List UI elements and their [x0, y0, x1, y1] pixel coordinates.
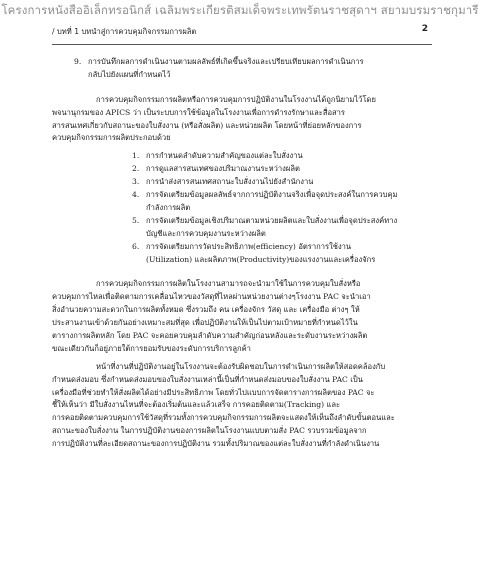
list-item-line: การจัดเตรียมข้อมูลเชิงปริมาณตามหน่วยผลิตและใบสั่งงานเพื่อจุดประสงค์ทาง	[146, 215, 398, 225]
list-item	[132, 189, 430, 215]
paragraph-line: ชี้ให้เห็นว่า มีใบสั่งงานไหนที่จะต้องเริ่มต้นและแล้วเสร็จ การคอยติดตาม(Tracking) และ	[52, 400, 341, 410]
list-item-line: การกำหนดลำดับความสำคัญของแต่ละใบสั่งงาน	[146, 151, 303, 161]
paragraph-line: ควบคุมการไหลเพื่อติดตามการเคลื่อนไหวของวัสดุที่ไหลผ่านหน่วยงานต่างๆโรงงาน PAC จะนำเอา	[52, 292, 371, 302]
list-item-line: การจัดเตรียมข้อมูลผลลัพธ์จากการปฏิบัติงานจริงเพื่อจุดประสงค์ในการควบคุม	[146, 190, 398, 200]
paragraph-definition	[52, 94, 430, 146]
paragraph-line: ตารางการผลิตหลัก โดย PAC จะคอยควบคุมลำดับความสำคัญก่อนหลังและระดับงานระหว่างผลิต	[52, 330, 368, 340]
list-item-line: การบันทึกผลการดำเนินงานตามผลลัพธ์ที่เกิดขึ้นจริงและเปรียบเทียบผลการดำเนินการ	[88, 57, 364, 66]
paragraph-line: เครื่องมือที่ช่วยทำให้สั่งผลิตได้อย่างมีประสิทธิภาพ โดยทั่วไปแบบการจัดตารางการผลิตของ PAC จะ	[52, 387, 375, 397]
paragraph-line: ประสานงานเข้าด้วยกันอย่างเหมาะสมที่สุด เพื่อปฏิบัติงานให้เป็นไปตามเป้าหมายที่กำหนดไว้ใน	[52, 318, 358, 328]
list-item-line: การจัดเตรียมการวัดประสิทธิภาพ(efficiency) อัตราการใช้งาน	[146, 241, 352, 251]
paragraph-line: สิ่งอำนวยความสะดวกในการผลิตทั้งหมด ซึ่งรวมถึง คน เครื่องจักร วัสดุ และ เครื่องมือ ต่างๆ ให้	[52, 305, 360, 315]
header-divider	[52, 44, 432, 45]
list-item-number: 3.	[132, 177, 140, 187]
list-item-line: (Utilization) และผลิตภาพ(Productivity)ของแรงงานและเครื่องจักร	[146, 254, 376, 264]
paragraph-line: การคอยติดตามควบคุมการใช้วัสดุที่รวมทั้งการควบคุมกิจกรรมการผลิตจะแสดงให้เห็นถึงลำดับขั้นตอนและ	[52, 413, 395, 423]
paragraph-line: ขณะเดียวกันก็อยู่ภายใต้การยอมรับของระดับการบริการลูกค้า	[52, 343, 251, 353]
paragraph-line: ควบคุมกิจกรรมการผลิตประกอบด้วย	[52, 133, 171, 143]
list-item-line: กลับไปยังแผนที่กำหนดไว้	[88, 69, 171, 79]
list-item	[132, 176, 430, 189]
list-item	[132, 163, 430, 176]
list-item-number: 2.	[132, 164, 140, 174]
list-item-number: 5.	[132, 215, 140, 225]
paragraph-line: พจนานุกรมของ APICS ว่า เป็นระบบการใช้ข้อมูลในโรงงานเพื่อการดำรงรักษาและสื่อสาร	[52, 107, 345, 117]
paragraph-line: กำหนดส่งมอบ ซึ่งกำหนดส่งมอบของใบสั่งงานเหล่านี้เป็นที่กำหนดส่งมอบของใบสั่งงาน PAC เป็น	[52, 374, 363, 384]
running-head: / บทที่ 1 บทนำสู่การควบคุมกิจกรรมการผลิต	[52, 27, 197, 36]
paragraph-line: การปฏิบัติงานที่ละเอียดสถานะของการปฏิบัติงาน รวมทั้งปริมาณของแต่ละใบสั่งงานที่กำลังดำเนินงาน	[52, 439, 380, 449]
paragraph-line: สารสนเทศเกี่ยวกับสถานะของใบสั่งงาน (หรือสั่งผลิต) และหน่วยผลิต โดยหน้าที่ย่อยหลักของการ	[52, 120, 362, 130]
page-number: 2	[421, 24, 428, 34]
list-item	[132, 215, 430, 241]
list-item-number: 6.	[132, 241, 140, 251]
paragraph-line: หน้าที่งานที่ปฏิบัติงานอยู่ในโรงงานจะต้องรับผิดชอบในการดำเนินการผลิตให้สอดคล้องกับ	[96, 361, 386, 371]
paragraph-pac-responsibility	[52, 361, 430, 451]
list-item	[132, 241, 430, 267]
list-item-line: การดูแลสารสนเทศของปริมาณงานระหว่างผลิต	[146, 164, 300, 174]
list-item-line: บัญชีและการควบคุมงานระหว่างผลิต	[146, 228, 266, 238]
list-item-number: 1.	[132, 151, 140, 161]
list-item-line: กำลังการผลิต	[146, 202, 191, 212]
list-item-number: 9.	[74, 57, 82, 66]
paragraph-line: การควบคุมกิจกรรมการผลิตหรือการควบคุมการปฏิบัติงานในโรงงานได้ถูกนิยามไว้โดย	[96, 94, 376, 104]
paragraph-line: การควบคุมกิจกรรมการผลิตในโรงงานสามารถจะนำมาใช้ในการควบคุมใบสั่งหรือ	[96, 279, 361, 289]
paragraph-pac-overview	[52, 278, 430, 355]
functions-list	[52, 150, 430, 266]
list-item-9	[52, 56, 430, 82]
paragraph-line: สถานะของใบสั่งงาน ในการปฏิบัติงานของการผลิตในโรงงานแบบตามสั่ง PAC รวบรวมข้อมูลจาก	[52, 426, 367, 436]
list-item-line: การนำส่งสารสนเทศสถานะใบสั่งงานไปยังสำนักงาน	[146, 177, 314, 187]
list-item-number: 4.	[132, 190, 140, 200]
watermark-banner: โครงการหนังสืออิเล็กทรอนิกส์ เฉลิมพระเกียรติสมเด็จพระเทพรัตนราชสุดาฯ สยามบรมราชกุมารี	[1, 3, 479, 17]
page-body	[52, 56, 430, 451]
list-item	[132, 150, 430, 163]
